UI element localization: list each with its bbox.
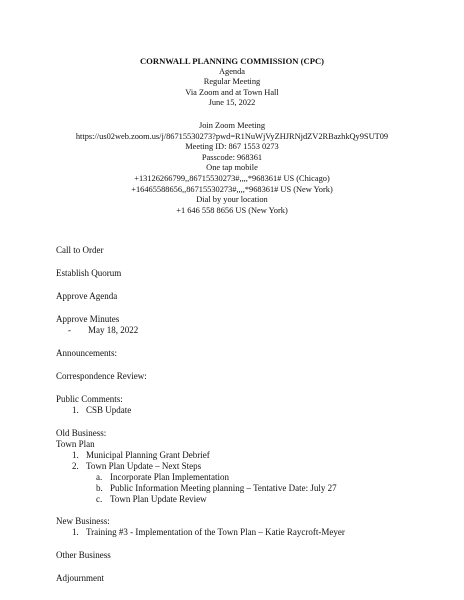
call-to-order: Call to Order [56,245,104,255]
old-business-subitem [96,494,207,506]
old-business-item [72,450,210,462]
public-comment-item [72,405,131,417]
subitem-text: Incorporate Plan Implementation [110,472,229,482]
announcements: Announcements: [56,348,117,358]
zoom-line: Dial by your location [196,195,268,205]
zoom-line: One tap mobile [206,163,258,173]
minutes-date: May 18, 2022 [88,325,139,335]
meeting-date: June 15, 2022 [208,98,256,108]
grant-debrief: Municipal Planning Grant Debrief [86,450,210,460]
zoom-phone-chicago: +13126266799,,86715530273#,,,,*968361# US (Chicago) [134,173,330,183]
zoom-block [0,121,464,216]
dash-marker: - [68,325,71,335]
old-business-subitem [96,483,337,495]
training-item: Training #3 - Implementation of the Town Plan – Katie Raycroft-Meyer [86,527,345,537]
subitem-text: Town Plan Update Review [110,494,207,504]
zoom-join-label: Join Zoom Meeting [198,121,266,130]
header-line: Via Zoom and at Town Hall [185,87,279,97]
new-business: New Business: [56,516,110,526]
list-letter: b. [96,483,103,493]
town-plan-update: Town Plan Update – Next Steps [86,461,202,471]
zoom-dial-number: +1 646 558 8656 US (New York) [176,205,288,215]
header-block [0,56,464,109]
correspondence-review: Correspondence Review: [56,371,147,381]
public-comments: Public Comments: [56,394,123,404]
town-plan-heading: Town Plan [56,439,95,449]
list-letter: c. [96,494,103,504]
old-business-item [72,461,201,473]
zoom-link[interactable]: https://us02web.zoom.us/j/86715530273?pwd=R1NuWjVyZHJRNjdZV2RBazhkQy9SUT09 [75,131,389,141]
list-number: 2. [72,461,79,471]
old-business-subitem [96,472,229,484]
minutes-item [62,325,138,337]
list-letter: a. [96,472,103,482]
list-number: 1. [72,527,79,537]
other-business: Other Business [56,550,111,560]
subitem-text: Public Information Meeting planning – Tentative Date: July 27 [110,483,337,493]
adjournment: Adjournment [56,573,104,583]
list-number: 1. [72,405,79,415]
list-number: 1. [72,450,79,460]
new-business-item [72,527,345,539]
establish-quorum: Establish Quorum [56,268,122,278]
header-line: Regular Meeting [203,77,261,87]
zoom-phone-newyork: +16465588656,,86715530273#,,,,*968361# US (New York) [131,184,333,194]
approve-agenda: Approve Agenda [56,291,118,301]
zoom-passcode: Passcode: 968361 [201,152,263,162]
csb-update: CSB Update [86,405,132,415]
zoom-meeting-id: Meeting ID: 867 1553 0273 [185,142,279,152]
old-business: Old Business: [56,428,107,438]
commission-title: CORNWALL PLANNING COMMISSION (CPC) [139,56,325,66]
approve-minutes: Approve Minutes [56,314,120,324]
header-line: Agenda [218,66,246,76]
